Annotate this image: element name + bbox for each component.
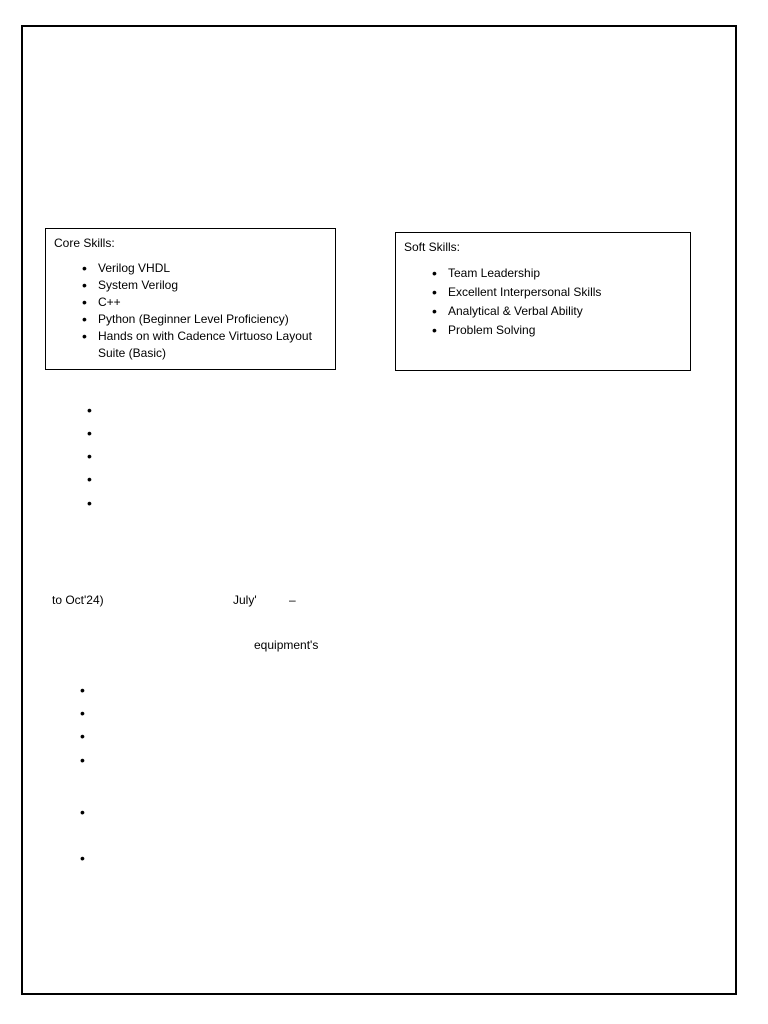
list-item: • Team Leadership (432, 264, 682, 283)
list-item: • Hands on with Cadence Virtuoso Layout Suite (Basic) (82, 328, 327, 362)
bullet-icon: • (87, 448, 92, 464)
soft-skills-title: Soft Skills: (404, 240, 461, 254)
bullet-icon: • (80, 850, 85, 866)
bullet-icon: • (87, 425, 92, 441)
bullet-icon: • (80, 752, 85, 768)
bullet-icon: • (80, 728, 85, 744)
bullet-icon: • (80, 705, 85, 721)
soft-skills-list (404, 264, 682, 340)
list-item: • Verilog VHDL (82, 260, 327, 277)
date-range-fragment: to Oct'24) (52, 593, 104, 607)
bullet-icon: • (80, 804, 85, 820)
bullet-icon: • (87, 471, 92, 487)
list-item: • Analytical & Verbal Ability (432, 302, 682, 321)
bullet-icon: • (80, 682, 85, 698)
page-border (21, 25, 737, 995)
date-dash-fragment: – (289, 593, 296, 607)
core-skills-box (45, 228, 336, 370)
bullet-icon: • (87, 402, 92, 418)
date-month-fragment: July' (233, 593, 257, 607)
core-skills-title: Core Skills: (54, 236, 115, 250)
list-item: • C++ (82, 294, 327, 311)
core-skills-list (54, 260, 327, 362)
equipment-fragment: equipment's (254, 638, 319, 652)
list-item: • Python (Beginner Level Proficiency) (82, 311, 327, 328)
list-item: • Excellent Interpersonal Skills (432, 283, 682, 302)
bullet-icon: • (87, 495, 92, 511)
soft-skills-box (395, 232, 691, 371)
list-item: • Problem Solving (432, 321, 682, 340)
list-item: • System Verilog (82, 277, 327, 294)
